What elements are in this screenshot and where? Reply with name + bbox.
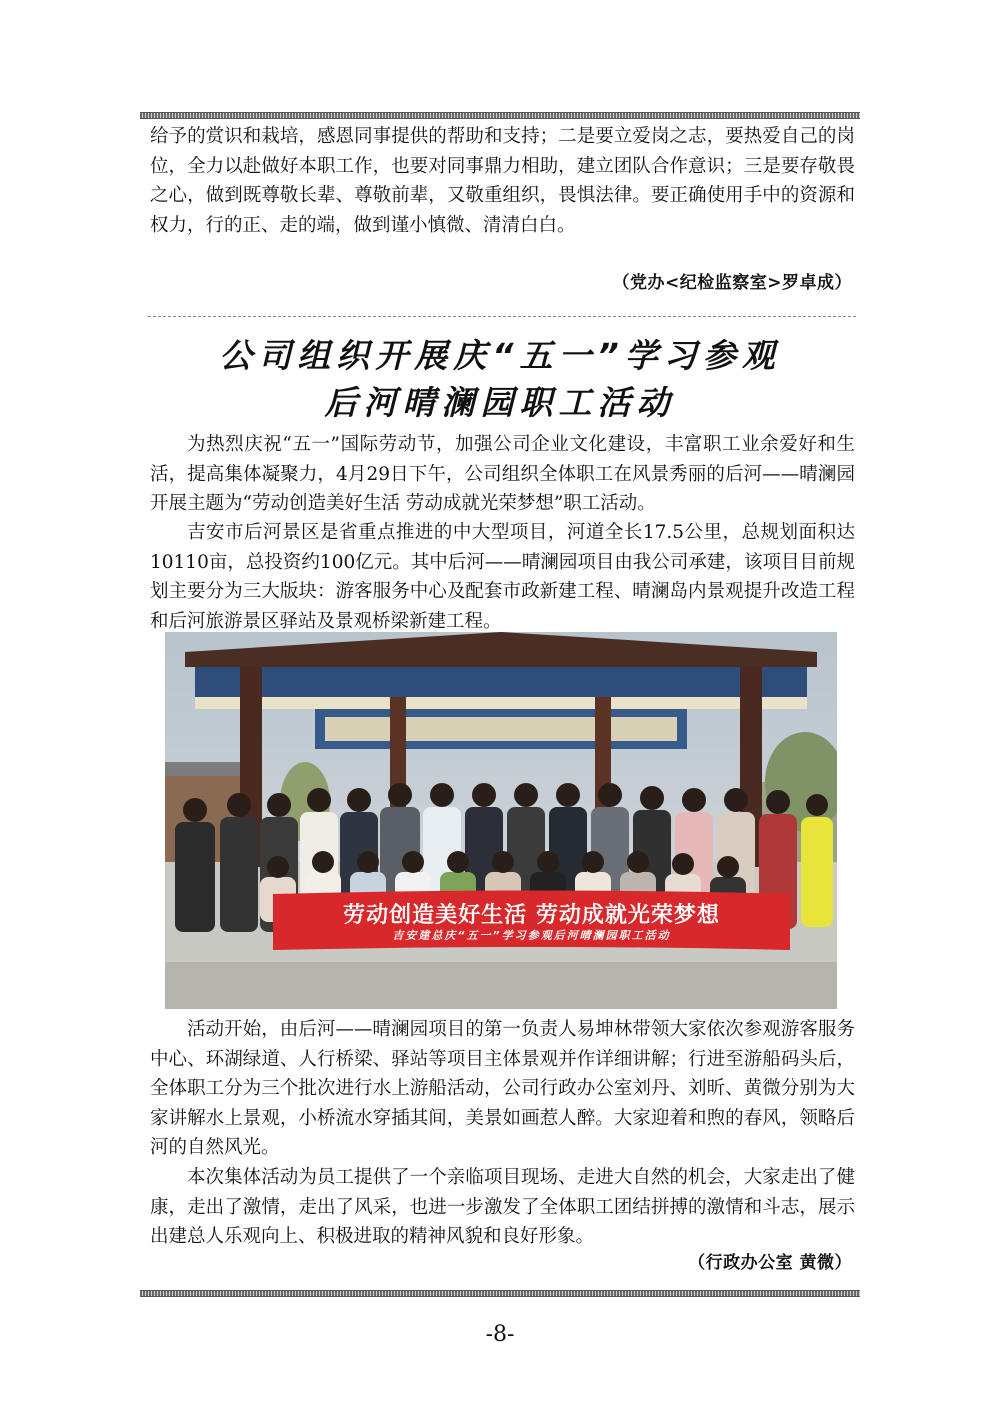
banner-main-text: 劳动创造美好生活 劳动成就光荣梦想 [343, 903, 720, 928]
group-photo [165, 632, 837, 1009]
article-paragraph-2: 吉安市后河景区是省重点推进的中大型项目，河道全长17.5公里，总规划面积达10110亩，总投资约100亿元。其中后河——晴澜园项目由我公司承建，该项目目前规划主要分为三大版块：游客服务中心及配套市政新建工程、晴澜岛内景观提升改造工程和后河旅游景区驿站及景观桥梁新建工程。 [150, 522, 855, 632]
article-paragraph-3: 活动开始，由后河——晴澜园项目的第一负责人易坤林带领大家依次参观游客服务中心、环湖绿道、人行桥梁、驿站等项目主体景观并作详细讲解；行进至游船码头后，全体职工分为三个批次进行水上游船活动，公司行政办公室刘丹、刘昕、黄微分别为大家讲解水上景观，小桥流水穿插其间，美景如画惹人醉。大家迎着和煦的春风，领略后河的自然风光。 [150, 1019, 855, 1158]
previous-article-signature: （党办<纪检监察室>罗卓成） [612, 273, 852, 293]
article-title-line2: 后河晴澜园职工活动 [324, 383, 676, 422]
page-number: -8- [485, 1322, 515, 1347]
previous-article-tail: 给予的赏识和栽培，感恩同事提供的帮助和支持；二是要立爱岗之志，要热爱自己的岗位，全力以赴做好本职工作，也要对同事鼎力相助，建立团队合作意识；三是要存敬畏之心，做到既尊敬长辈、尊敬前辈，又敬重组织，畏惧法律。要正确使用手中的资源和权力，行的正、走的端，做到谨小慎微、清清白白。 [150, 126, 855, 236]
bottom-decorative-rule [140, 1290, 860, 1297]
article-paragraph-4: 本次集体活动为员工提供了一个亲临项目现场、走进大自然的机会，大家走出了健康，走出了激情，走出了风采，也进一步激发了全体职工团结拼搏的激情和斗志，展示出建总人乐观向上、积极进取的精神风貌和良好形象。 [150, 1167, 855, 1247]
article-paragraph-1: 为热烈庆祝“五一”国际劳动节，加强公司企业文化建设，丰富职工业余爱好和生活，提高集体凝聚力，4月29日下午，公司组织全体职工在风景秀丽的后河——晴澜园开展主题为“劳动创造美好生活 劳动成就光荣梦想”职工活动。 [150, 434, 855, 514]
article-signature: （行政办公室 黄微） [688, 1253, 852, 1273]
top-decorative-rule [140, 112, 860, 119]
banner-sub-text: 吉安建总庆“五一”学习参观后河晴澜园职工活动 [392, 929, 671, 942]
article-title-line1: 公司组织开展庆“五一”学习参观 [219, 336, 781, 375]
section-divider [148, 316, 856, 317]
